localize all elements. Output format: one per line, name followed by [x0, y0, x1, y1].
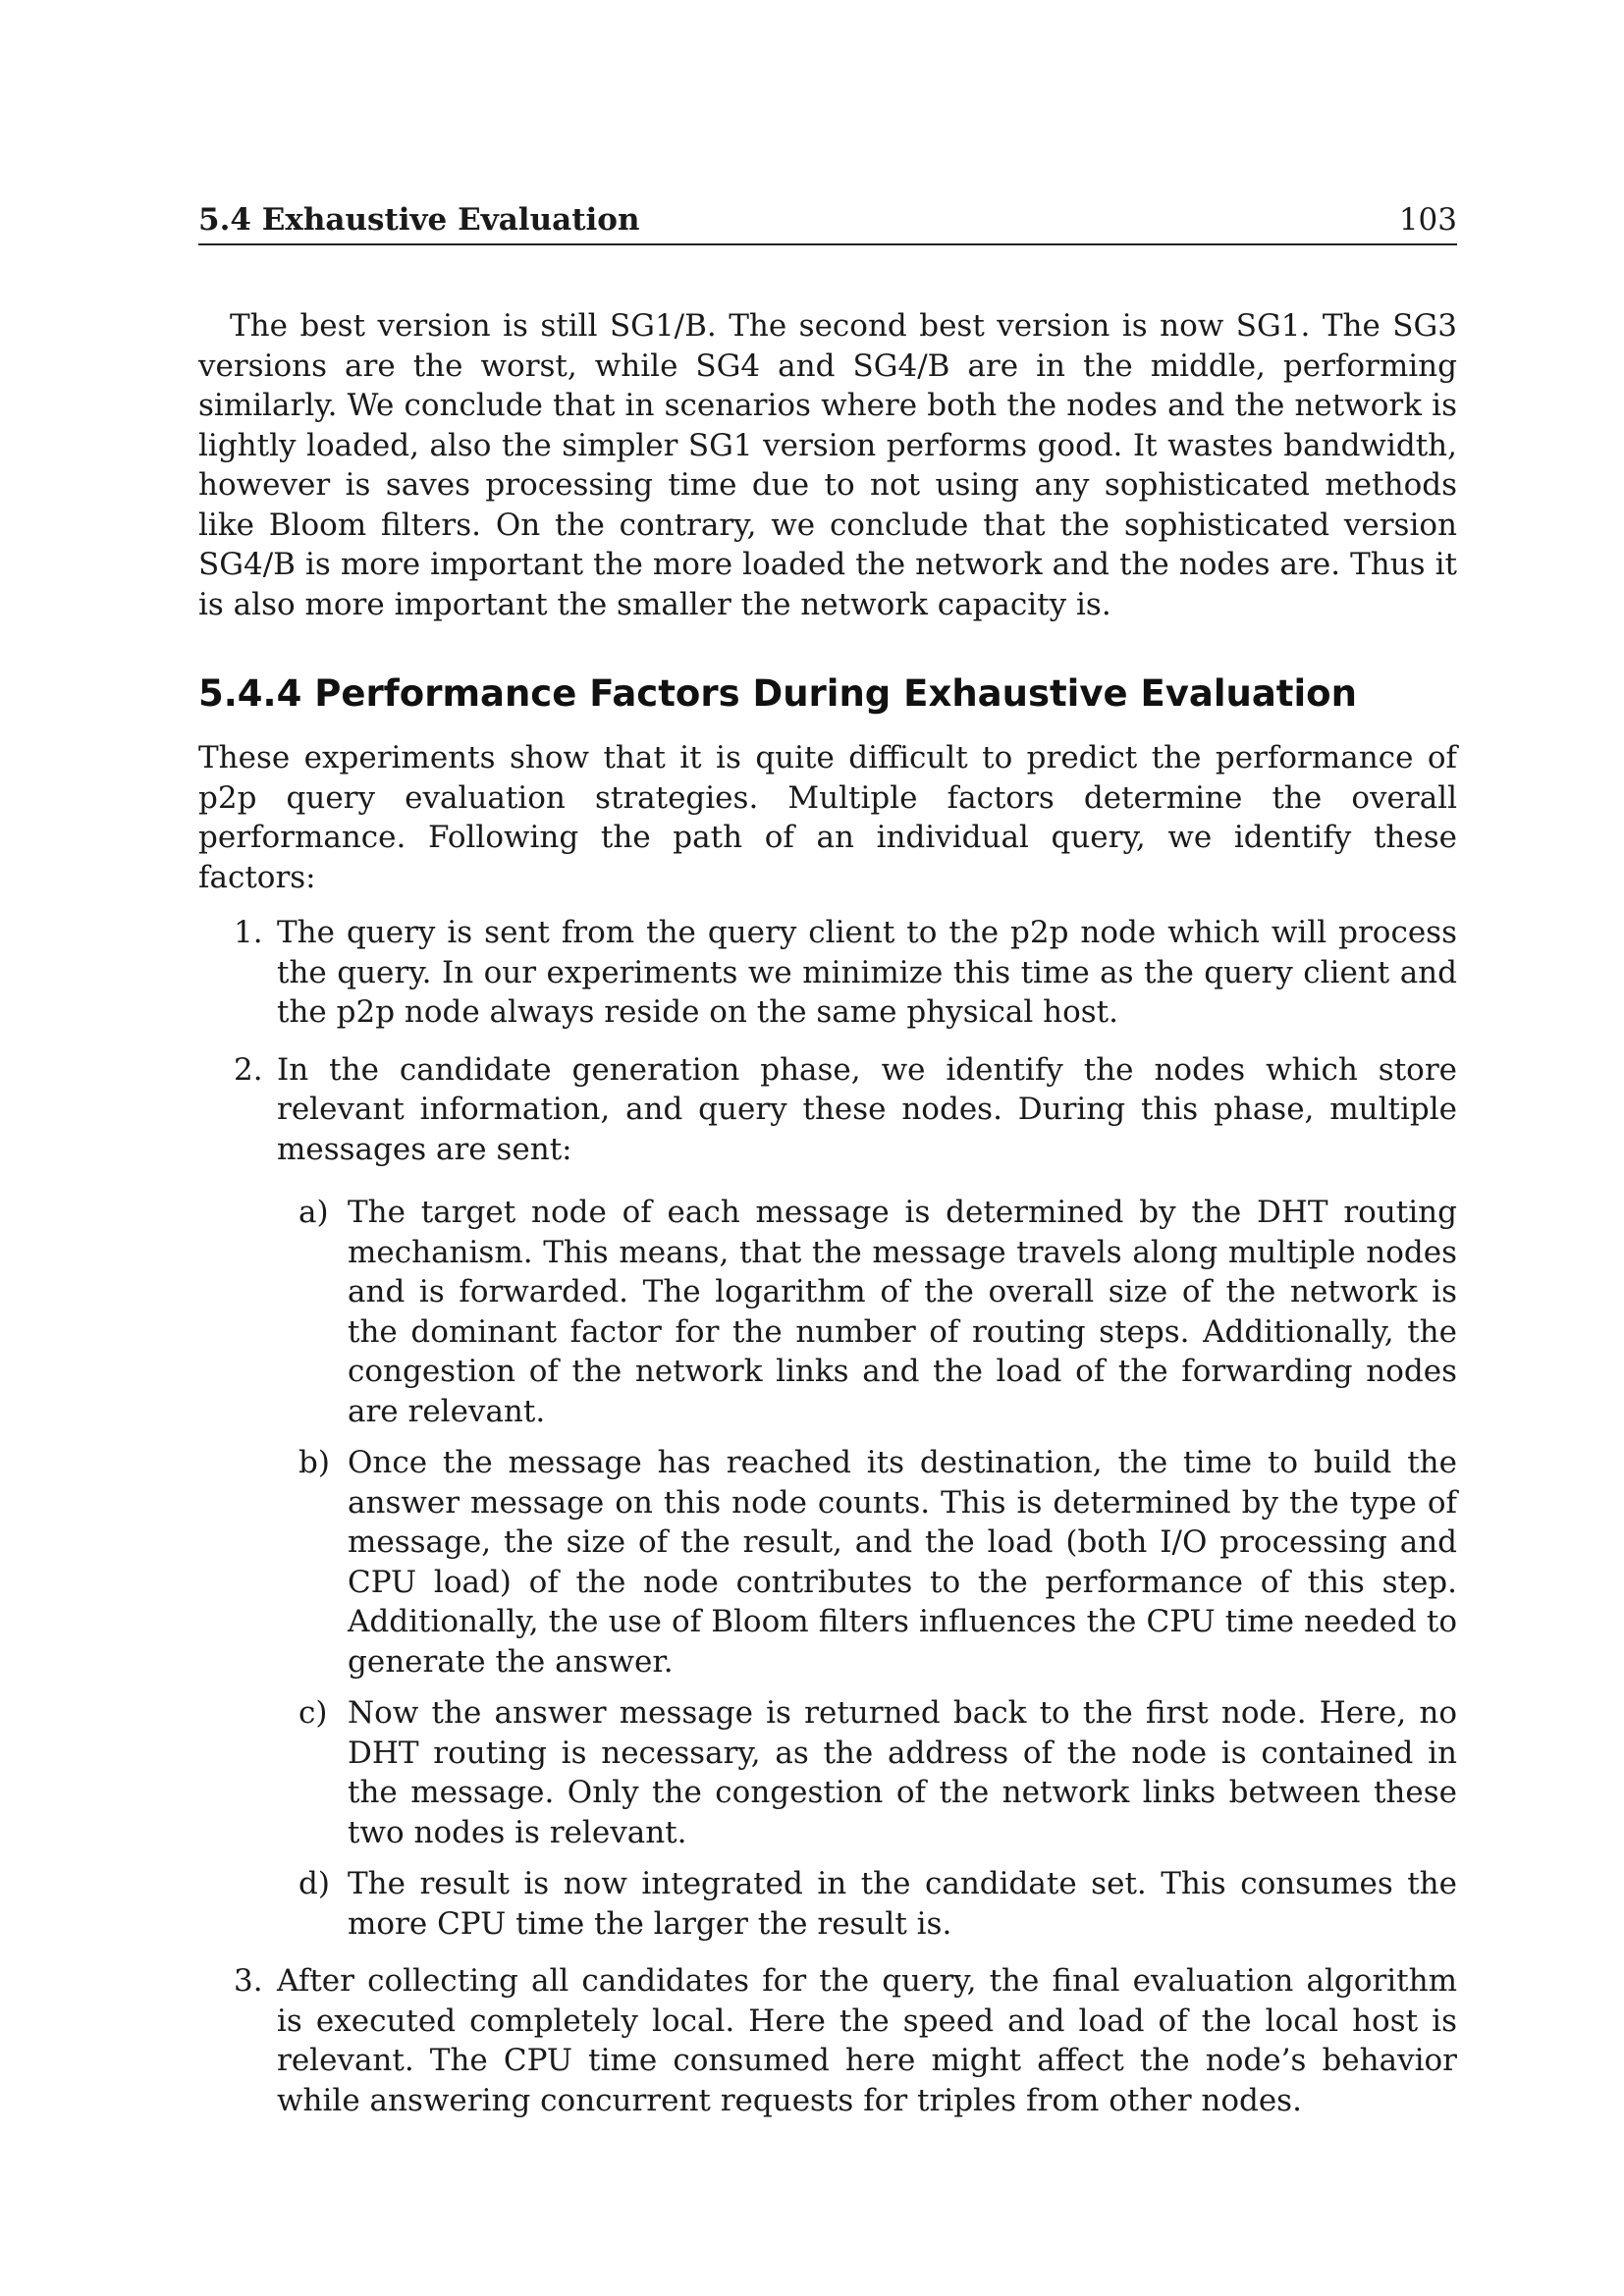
sublist-item-text: Now the answer message is returned back to the first node. Here, no DHT routing is necessary, as the address of the node is contained in the message. Only the congestion of the network links between these two nodes is relevant.	[348, 1695, 1457, 1850]
subsection-heading: 5.4.4 Performance Factors During Exhaustive Evaluation	[198, 672, 1357, 715]
sublist-item	[277, 1193, 1457, 1431]
sublist-marker: d)	[298, 1866, 330, 1901]
sublist-item-text: The result is now integrated in the candidate set. This consumes the more CPU time the larger the result is.	[348, 1866, 1457, 1942]
sublist-item-text: The target node of each message is determined by the DHT routing mechanism. This means, that the message travels along multiple nodes and is forwarded. The logarithm of the overall size of the network is the dominant factor for the number of routing steps. Additionally, the congestion of the network links and the load of the forwarding nodes are relevant.	[348, 1195, 1457, 1429]
list-item-text: In the candidate generation phase, we identify the nodes which store relevant information, and query these nodes. During this phase, multiple messages are sent:	[277, 1051, 1457, 1167]
running-head	[198, 202, 1457, 245]
message-sublist	[277, 1193, 1457, 1944]
factor-list	[198, 913, 1457, 2120]
list-marker: 2.	[234, 1051, 263, 1088]
subsection-lead-paragraph: These experiments show that it is quite difficult to predict the performance of p2p query evaluation strategies. Multiple factors determine the overall performance. Following the path of an individual query, we identify these factors:	[198, 740, 1457, 895]
factor-list-item	[198, 1961, 1457, 2120]
factor-list-item	[198, 1050, 1457, 1945]
list-item-text: After collecting all candidates for the query, the final evaluation algorithm is executed completely local. Here the speed and load of the local host is relevant. The CPU time consumed here might affect the node’s behavior while answering concurrent requests for triples from other nodes.	[277, 1963, 1457, 2118]
sublist-item-text: Once the message has reached its destination, the time to build the answer message on this node counts. This is determined by the type of message, the size of the result, and the load (both I/O processing and CPU load) of the node contributes to the performance of this step. Additionally, the use of Bloom filters influences the CPU time needed to generate the answer.	[348, 1445, 1457, 1680]
sublist-item	[277, 1693, 1457, 1852]
sublist-marker: a)	[298, 1195, 329, 1230]
sublist-marker: b)	[298, 1445, 330, 1480]
body-text	[198, 306, 1457, 2138]
running-head-section: 5.4 Exhaustive Evaluation	[198, 202, 640, 238]
sublist-marker: c)	[298, 1695, 328, 1731]
list-marker: 3.	[234, 1963, 263, 1999]
factor-list-item	[198, 913, 1457, 1033]
page-number: 103	[1398, 202, 1457, 238]
list-item-text: The query is sent from the query client to the p2p node which will process the query. In our experiments we minimize this time as the query client and the p2p node always reside on the same physical host.	[277, 915, 1457, 1030]
list-marker: 1.	[234, 915, 263, 950]
sublist-item	[277, 1864, 1457, 1944]
sublist-item	[277, 1443, 1457, 1682]
intro-paragraph: The best version is still SG1/B. The second best version is now SG1. The SG3 versions are the worst, while SG4 and SG4/B are in the middle, performing similarly. We conclude that in scenarios where both the nodes and the network is lightly loaded, also the simpler SG1 version performs good. It wastes bandwidth, however is saves processing time due to not using any sophisticated methods like Bloom filters. On the contrary, we conclude that the sophisticated version SG4/B is more important the more loaded the network and the nodes are. Thus it is also more important the smaller the network capacity is.	[198, 308, 1457, 622]
